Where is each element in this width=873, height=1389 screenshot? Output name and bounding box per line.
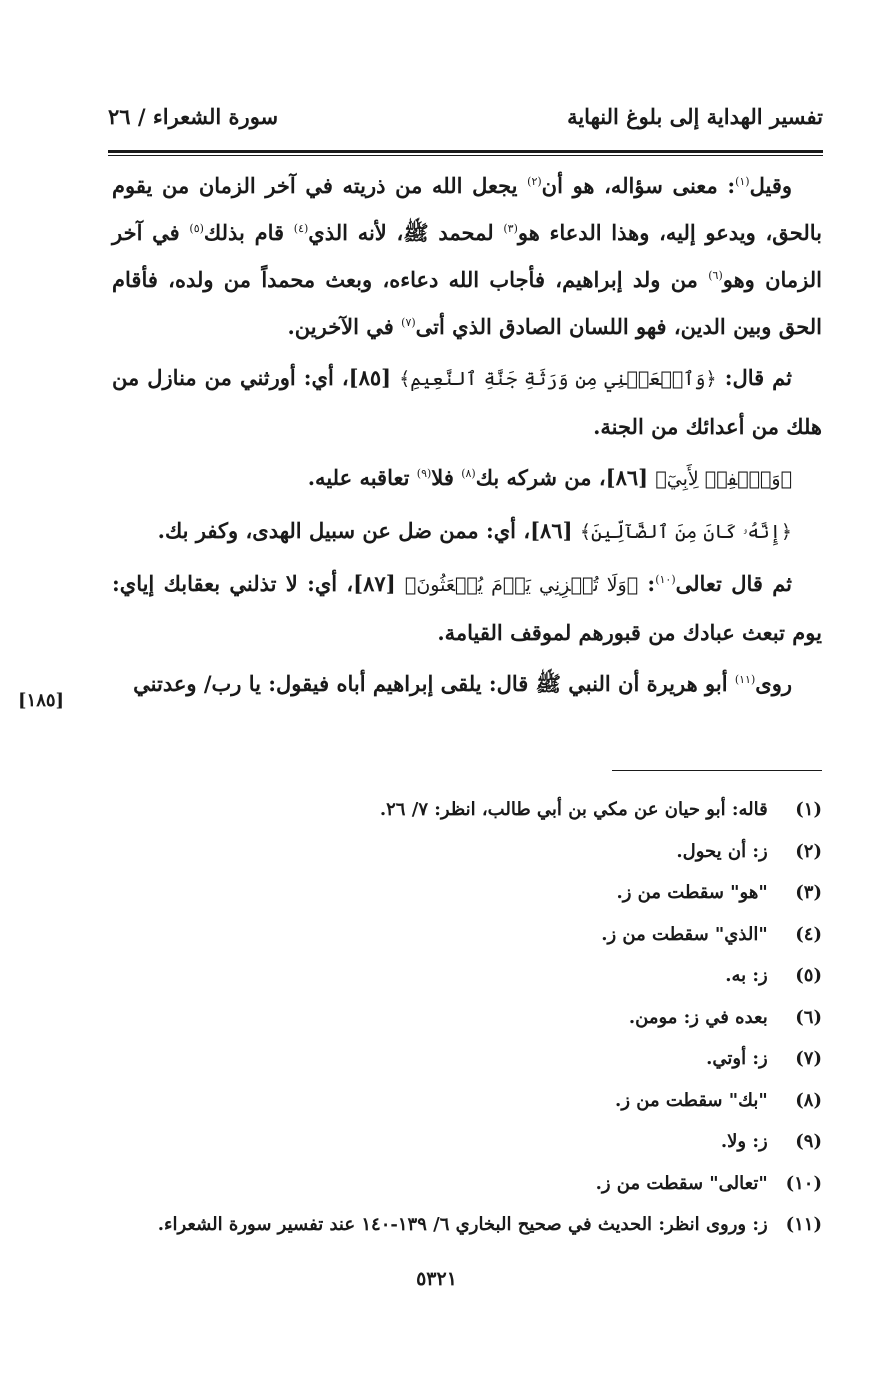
footnote-number: (١٠) xyxy=(785,1172,822,1194)
footnote-item xyxy=(112,878,822,920)
quran-verse: ﴿وَٱجۡعَلۡنِي مِن وَرَثَةِ جَنَّةِ ٱلنَّعِيمِ﴾ xyxy=(399,368,717,390)
footnote-item xyxy=(112,795,822,837)
footnote-item xyxy=(112,837,822,879)
text: [٨٥]، أي: أورثني من منازل من هلك من أعدائك من الجنة. xyxy=(112,365,822,439)
footnote-ref-10: (١٠) xyxy=(655,573,676,586)
text: لمحمد ﷺ، لأنه الذي xyxy=(308,220,504,245)
footnote-number: (٩) xyxy=(795,1131,822,1152)
header-rule-thin xyxy=(108,155,823,156)
footnote-number: (٣) xyxy=(795,882,822,903)
footnote-text: "بك" سقطت من ز. xyxy=(615,1089,768,1111)
quran-verse: ﴿إِنَّهُۥ كَانَ مِنَ ٱلضَّآلِّينَ﴾ xyxy=(579,521,792,543)
quran-verse: ﴿وَٱغۡفِرۡ لِأَبِيٓ﴾ xyxy=(655,468,792,490)
footnote-number: (٧) xyxy=(795,1048,822,1069)
footnote-text: بعده في ز: مومن. xyxy=(628,1006,768,1028)
footnote-number: (٨) xyxy=(795,1089,822,1111)
footnote-text: "هو" سقطت من ز. xyxy=(616,882,768,903)
paragraph-3 xyxy=(112,454,822,503)
footnote-item xyxy=(112,1044,822,1086)
text: [٨٧]، أي: لا تذلني بعقابك إياي: يوم تبعث عبادك من قبورهم لموقف القيامة. xyxy=(112,571,822,645)
book-title: تفسير الهداية إلى بلوغ النهاية xyxy=(567,104,823,129)
text: في آخر الزمان وهو xyxy=(112,220,822,292)
footnote-separator xyxy=(612,770,822,771)
footnote-ref-8: (٨) xyxy=(461,467,476,480)
surah-title: سورة الشعراء / ٢٦ xyxy=(108,104,279,129)
footnote-item xyxy=(112,1003,822,1045)
footnote-text: "الذي" سقطت من ز. xyxy=(601,923,768,945)
footnote-item xyxy=(112,961,822,1003)
text: ثم قال: xyxy=(716,365,793,390)
header-rule xyxy=(108,150,823,153)
footnote-item xyxy=(112,1210,822,1252)
footnote-text: ز: ولا. xyxy=(720,1131,768,1152)
footnote-number: (٦) xyxy=(795,1006,822,1028)
text: في الآخرين. xyxy=(287,314,402,339)
footnote-ref-11: (١١) xyxy=(734,673,756,686)
page-number: ٥٣٢١ xyxy=(416,1268,457,1290)
text: من ولد إبراهيم، فأجاب الله دعاءه، وبعث محمداً من ولده، فأقام الحق وبين الدين، فهو اللسان الصادق الذي أتى xyxy=(112,267,822,339)
text: تعاقبه عليه. xyxy=(307,465,417,490)
text: وقيل xyxy=(749,173,793,198)
footnote-text: "تعالى" سقطت من ز. xyxy=(595,1172,768,1194)
text: قام بذلك xyxy=(203,220,294,245)
text: [٨٦]، من شركه بك xyxy=(475,465,656,490)
quran-verse: ﴿وَلَا تُخۡزِنِي يَوۡمَ يُبۡعَثُونَ﴾ xyxy=(404,574,639,596)
text: فلا xyxy=(431,465,462,490)
footnote-number: (١١) xyxy=(785,1214,822,1235)
footnote-ref-1: (١) xyxy=(735,175,750,188)
main-text xyxy=(112,162,822,707)
text: ثم قال تعالى xyxy=(675,571,793,596)
footnote-text: ز: به. xyxy=(725,965,768,986)
paragraph-2 xyxy=(112,354,822,450)
footnote-item xyxy=(112,920,822,962)
text: [٨٦]، أي: ممن ضل عن سبيل الهدى، وكفر بك. xyxy=(157,518,580,543)
page-header xyxy=(108,104,823,148)
paragraph-1 xyxy=(112,162,822,350)
manuscript-folio-marker: [١٨٥] xyxy=(18,690,65,711)
footnote-ref-7: (٧) xyxy=(401,316,416,329)
footnote-number: (١) xyxy=(795,799,822,820)
footnote-ref-6: (٦) xyxy=(708,269,723,282)
footnote-ref-4: (٤) xyxy=(293,222,309,235)
footnote-text: ز: أوتي. xyxy=(706,1048,768,1069)
footnote-text: قاله: أبو حيان عن مكي بن أبي طالب، انظر: ٧/ ٢٦. xyxy=(379,799,768,820)
text: : معنى سؤاله، هو أن xyxy=(541,173,736,198)
paragraph-4 xyxy=(112,507,822,556)
text: : xyxy=(638,571,656,596)
paragraph-5 xyxy=(112,560,822,656)
footnote-text: ز: وروى انظر: الحديث في صحيح البخاري ٦/ ١٣٩-١٤٠ عند تفسير سورة الشعراء. xyxy=(157,1214,768,1235)
text: روى xyxy=(755,671,792,696)
footnote-ref-2: (٢) xyxy=(527,175,542,188)
footnote-number: (٤) xyxy=(795,923,822,945)
text: أبو هريرة أن النبي ﷺ قال: يلقى إبراهيم أباه فيقول: يا رب/ وعدتني xyxy=(133,671,735,696)
text: يجعل الله من ذريته في آخر الزمان من يقوم بالحق، ويدعو إليه، وهذا الدعاء هو xyxy=(112,173,823,245)
footnote-ref-3: (٣) xyxy=(503,222,518,235)
footnote-ref-9: (٩) xyxy=(416,467,432,480)
footnotes xyxy=(112,795,822,1252)
footnote-number: (٢) xyxy=(795,840,822,862)
footnote-ref-5: (٥) xyxy=(189,222,204,235)
paragraph-6 xyxy=(112,660,822,707)
footnote-item xyxy=(112,1127,822,1169)
footnote-item xyxy=(112,1169,822,1211)
footnote-number: (٥) xyxy=(795,965,822,986)
footnote-item xyxy=(112,1086,822,1128)
footnote-text: ز: أن يحول. xyxy=(676,840,768,862)
